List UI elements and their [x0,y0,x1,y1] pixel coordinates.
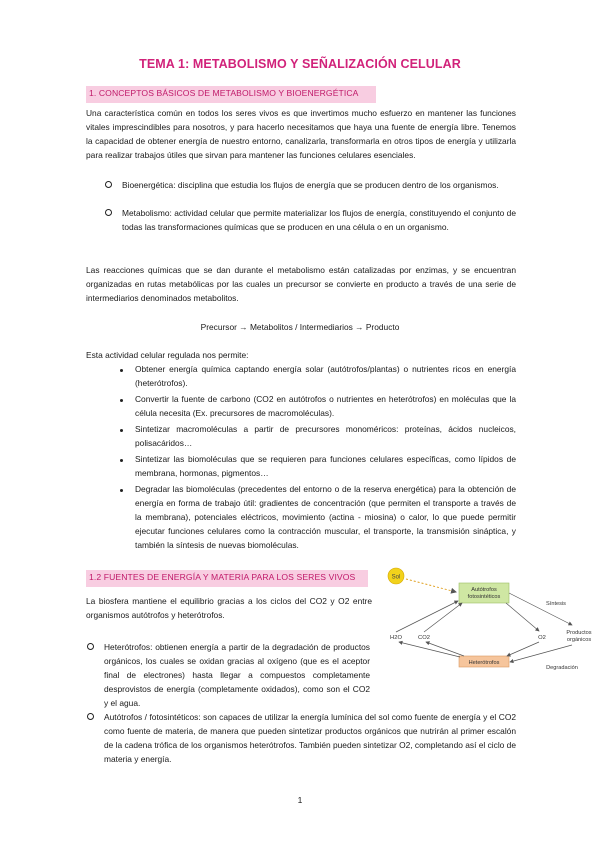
autotrophs-item: Autótrofos / fotosintéticos: son capaces de utilizar la energía lumínica del sol como fuente de energía y el CO2 como fuente de materia, de manera que pueden sintetizar productos orgánicos que nutrirán al primer escalón de la cadena trófica de los organismos heterótrofos. También pueden sintetizar O2, completando así el ciclo de materia y energía. [104,712,516,764]
products-label-2: orgánicos [566,637,592,643]
co2-label: CO2 [418,635,430,641]
energy-cycle-diagram [380,565,600,680]
o2-to-hetero-arrow [507,642,539,656]
section-heading-2 [86,570,368,587]
page-number: 1 [297,795,303,805]
heterotrophs-item: Heterótrofos: obtienen energía a partir de la degradación de productos orgánicos, los cuales se oxidan gracias al oxígeno (que es el aceptor final de electrones) hasta llegar a compuestos completamente desprovistos de energía (completamente oxidados), como son el CO2 y el agua. [104,642,370,708]
section-heading-2-text: 1.2 FUENTES DE ENERGÍA Y MATERIA PARA LOS SERES VIVOS [89,572,356,582]
autotrophs-label-2: fotosintéticos [467,594,501,600]
list-bullet-icon [120,369,123,372]
products-to-hetero-arrow [510,645,572,662]
h2o-to-auto-arrow [396,601,458,632]
list-bullet-icon [120,429,123,432]
intro-paragraph: Una característica común en todos los seres vivos es que invertimos mucho esfuerzo en mantener las funciones vitales imprescindibles para nosotros, y para hacerlo necesitamos que haya una fuente de energía libre. Tenemos la capacidad de obtener energía de nuestro entorno, canalizarla, transformarla en otros tipos de energía y utilizarla para realizar trabajos útiles que sirvan para mantener las funciones celulares esenciales. [86,108,516,160]
pathway-flow: Precursor → Metabolitos / Intermediarios → Producto [200,322,400,332]
definition-bioenergetica: Bioenergética: disciplina que estudia los flujos de energía que se producen dentro de los organismos. [122,180,499,190]
list-bullet-icon [120,489,123,492]
list-item: Sintetizar las biomoléculas que se requieren para funciones celulares específicas, como lípidos de membrana, hormonas, pigmentos… [135,454,516,478]
sun-label: Sol [391,574,401,581]
list-item: Sintetizar macromoléculas a partir de precursores monoméricos: proteínas, ácidos nucleicos, polisacáridos… [135,424,516,448]
reactions-paragraph: Las reacciones químicas que se dan durante el metabolismo están catalizadas por enzimas, y se encuentran organizadas en rutas metabólicas por las cuales un precursor se convierte en producto a través de una serie de intermediarios denominados metabolitos. [86,265,516,303]
circle-bullet-icon [105,181,112,188]
heterotrophs-label: Heterótrofos [468,660,500,666]
circle-bullet-icon [87,643,94,650]
co2-to-auto-arrow [424,603,462,632]
circle-bullet-icon [87,713,94,720]
list-item: Degradar las biomoléculas (precedentes del entorno o de la reserva energética) para la obtención de energía en forma de trabajo útil: gradientes de concentración (que permiten el transporte a través de la membrana), potenciales eléctricos, movimiento (actina - miosina) o calor, lo que puede permitir ejecutar funciones celulares como la contracción muscular, el transporte, la transmisión sináptica, y también la síntesis de nuevas biomoléculas. [135,484,516,550]
list-bullet-icon [120,459,123,462]
list-bullet-icon [120,399,123,402]
products-label-1: Productos [566,630,592,636]
circle-bullet-icon [105,209,112,216]
auto-to-o2-arrow [506,603,539,631]
definition-metabolismo: Metabolismo: actividad celular que permite materializar los flujos de energía, constituyendo el conjunto de todas las transformaciones químicas que se producen en una célula o en un organismo. [122,208,516,232]
auto-to-products-arrow [509,593,572,625]
autotrophs-label-1: Autótrofos [471,587,497,593]
sunlight-arrow [406,579,456,592]
o2-label: O2 [538,635,546,641]
page-title: TEMA 1: METABOLISMO Y SEÑALIZACIÓN CELULAR [139,57,461,71]
list-item: Convertir la fuente de carbono (CO2 en autótrofos o nutrientes en heterótrofos) en moléculas que la célula necesita (Ex. precursores de macromoléculas). [135,394,516,418]
h2o-label: H2O [390,635,402,641]
degradation-label: Degradación [546,665,578,671]
section-heading-1 [86,86,376,103]
synthesis-label: Síntesis [546,601,566,607]
allows-intro: Esta actividad celular regulada nos permite: [86,350,249,360]
list-item: Obtener energía química captando energía solar (autótrofos/plantas) o nutrientes ricos en energía (heterótrofos). [135,364,516,388]
biosphere-paragraph: La biosfera mantiene el equilibrio gracias a los ciclos del CO2 y O2 entre organismos autótrofos y heterótrofos. [86,596,372,620]
autotrophs-box [459,583,509,603]
hetero-to-co2-arrow [426,642,464,656]
section-heading-1-text: 1. CONCEPTOS BÁSICOS DE METABOLISMO Y BIOENERGÉTICA [89,88,359,98]
hetero-to-h2o-arrow [399,642,460,657]
